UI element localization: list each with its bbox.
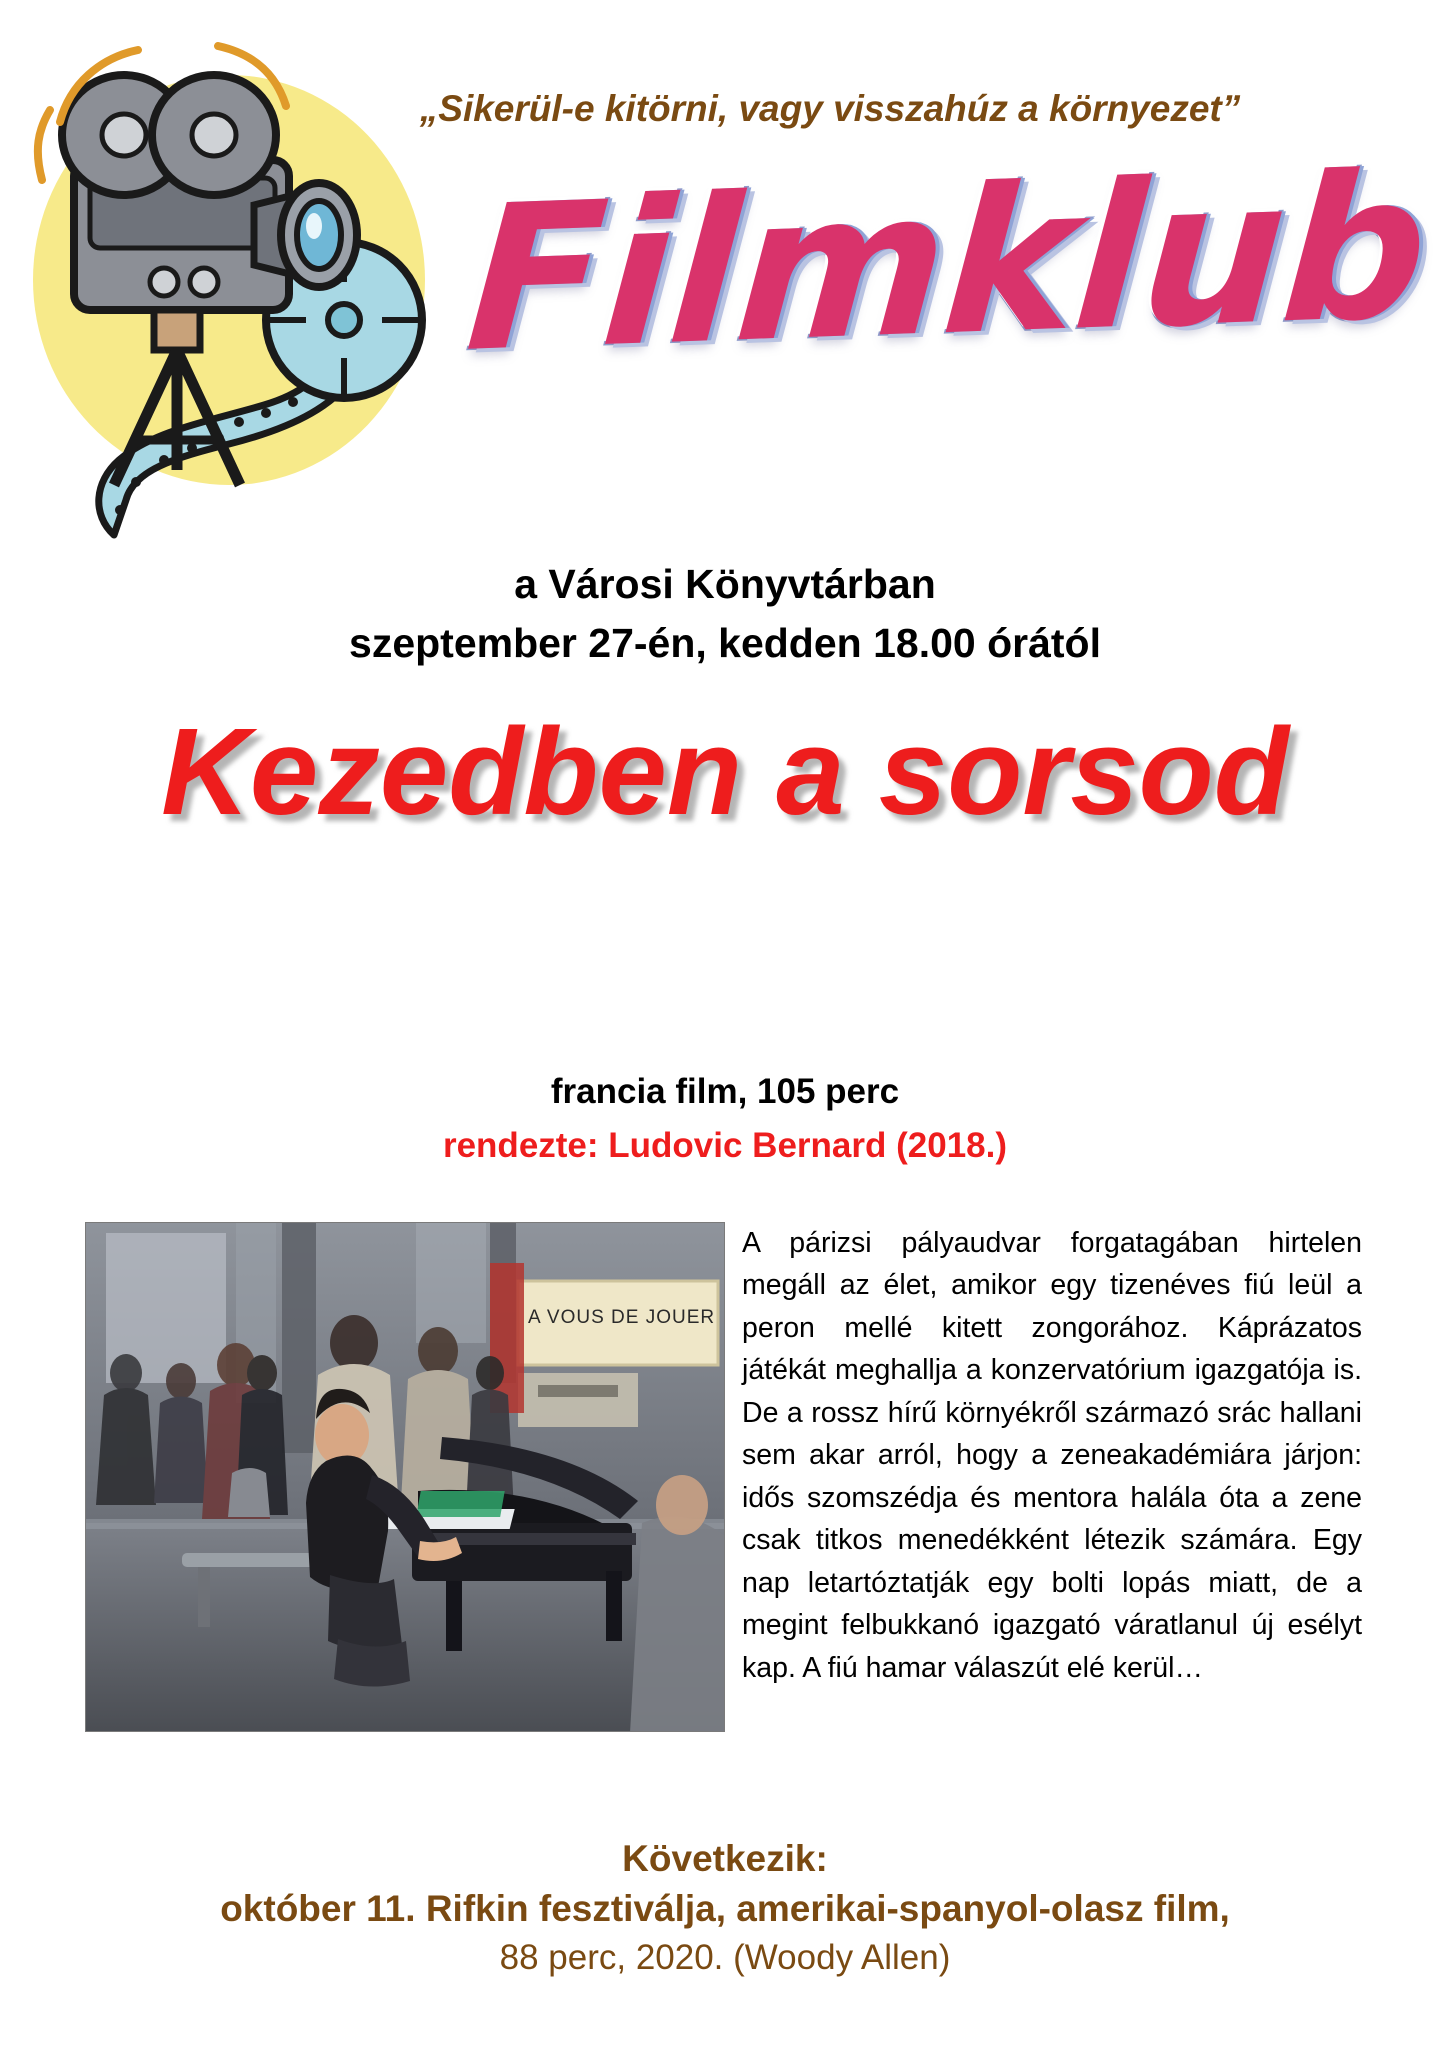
next-screening-line-1: október 11. Rifkin fesztiválja, amerikai-spanyol-olasz film, — [220, 1888, 1230, 1929]
svg-text:A VOUS DE JOUER: A VOUS DE JOUER — [528, 1307, 716, 1328]
filmklub-wordmark-text: Filmklub — [460, 130, 1433, 397]
filmklub-wordmark — [460, 130, 1433, 455]
poster-tagline: „Sikerül-e kitörni, vagy visszahúz a környezet” — [419, 88, 1241, 129]
film-still-image — [85, 1222, 725, 1732]
film-director: rendezte: Ludovic Bernard (2018.) — [442, 1126, 1008, 1165]
next-screening-line-2: 88 perc, 2020. (Woody Allen) — [499, 1938, 951, 1977]
film-meta: francia film, 105 perc — [550, 1072, 900, 1111]
film-synopsis: A párizsi pályaudvar forgatagában hirtelen megáll az élet, amikor egy tizenéves fiú leül a peron mellé kitett zongorához. Káprázatos játékát meghallja a konzervatórium igazgatója is. De a rossz hírű környékről származó srác hallani sem akar arról, hogy a zeneakadémiára járjon: idős szomszédja és mentora halála óta a zene csak titkos menedékként létezik számára. Egy nap letartóztatják egy bolti lopás miatt, de a megint felbukkanó igazgató váratlanul új esélyt kap. A fiú hamar válaszút elé kerül… — [742, 1227, 1362, 1684]
venue-block — [150, 555, 1300, 674]
film-title: Kezedben a sorsod — [161, 704, 1289, 841]
venue-line-2: szeptember 27-én, kedden 18.00 órától — [349, 620, 1101, 667]
venue-line-1: a Városi Könyvtárban — [514, 561, 936, 607]
next-screening-label: Következik: — [622, 1838, 828, 1879]
